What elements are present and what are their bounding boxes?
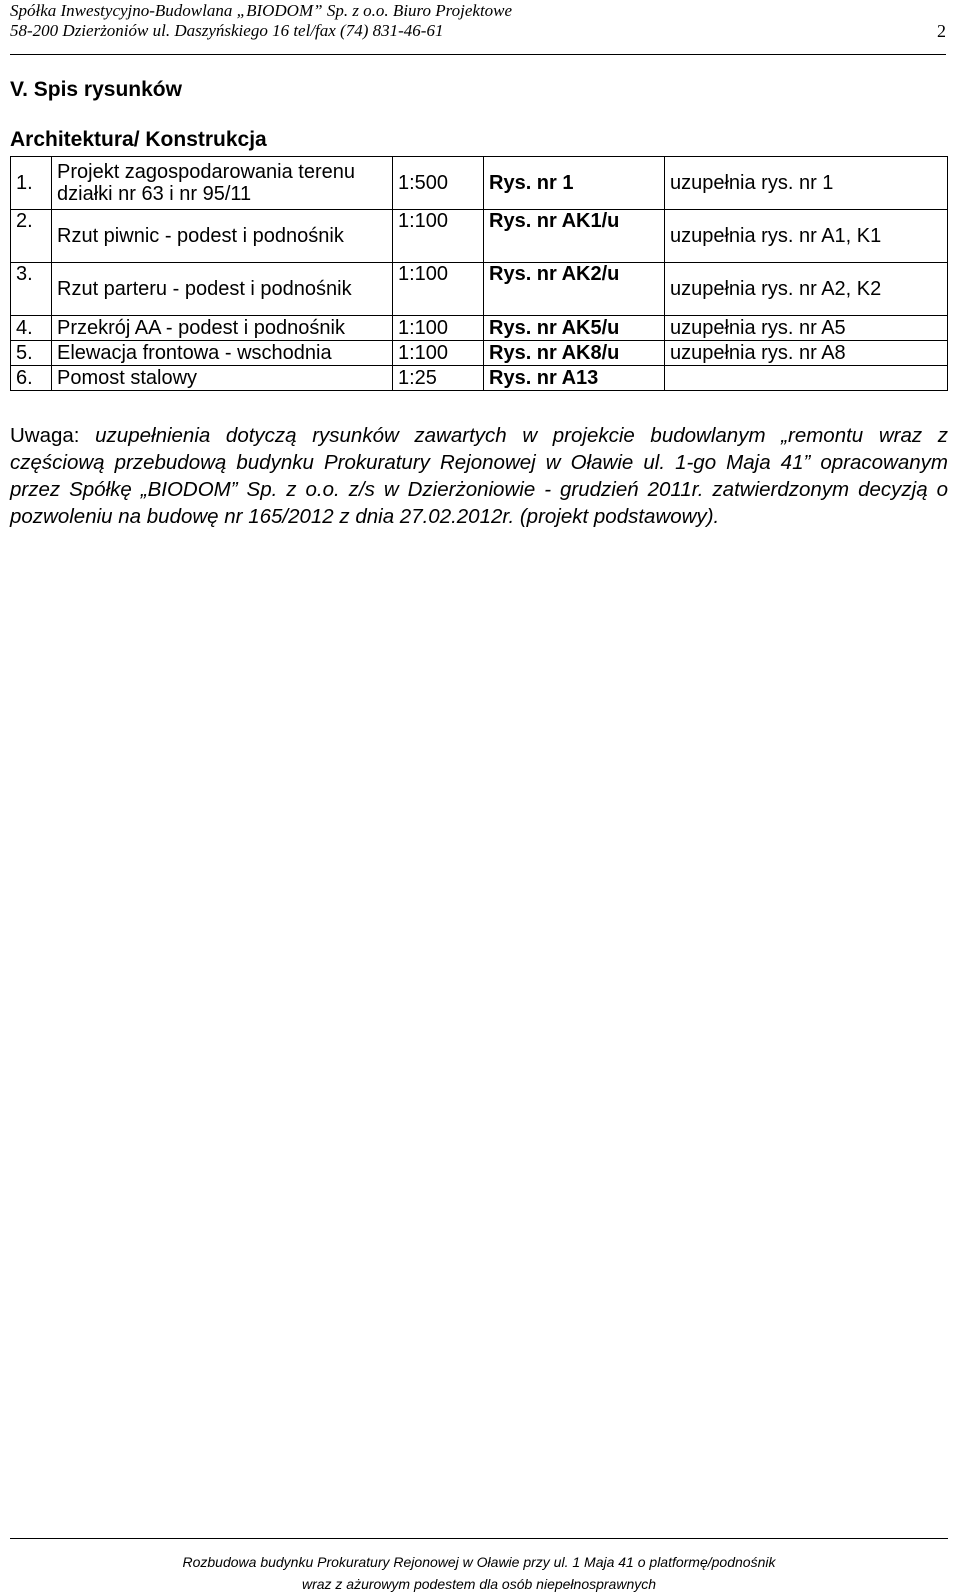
subsection-title: Architektura/ Konstrukcja — [10, 128, 267, 151]
drawing-reference: Rys. nr A13 — [484, 366, 665, 391]
header-address-line: 58-200 Dzierżoniów ul. Daszyńskiego 16 tel/fax (74) 831-46-61 — [10, 21, 444, 40]
table-row — [11, 263, 948, 316]
drawing-note: uzupełnia rys. nr A2, K2 — [665, 263, 948, 316]
drawing-description: Rzut piwnic - podest i podnośnik — [52, 210, 393, 263]
row-number: 6. — [11, 366, 52, 391]
drawing-scale: 1:100 — [393, 316, 484, 341]
page-footer — [10, 1538, 948, 1595]
drawing-description: Projekt zagospodarowania terenu działki nr 63 i nr 95/11 — [52, 157, 393, 210]
table-row — [11, 366, 948, 391]
drawing-scale: 1:100 — [393, 341, 484, 366]
row-number: 1. — [11, 157, 52, 210]
section-title: V. Spis rysunków — [10, 78, 182, 101]
drawing-reference: Rys. nr AK2/u — [484, 263, 665, 316]
page-number: 2 — [937, 21, 946, 41]
note-text: uzupełnienia dotyczą rysunków zawartych w projekcie budowlanym „remontu wraz z częściową przebudową budynku Prokuratury Rejonowej w Oławie ul. 1-go Maja 41” opracowanym przez Spółkę „BIODOM” Sp. z o.o. z/s w Dzierżoniowie - grudzień 2011r. zatwierdzonym decyzją o pozwoleniu na budowę nr 165/2012 z dnia 27.02.2012r. (projekt podstawowy). — [10, 424, 948, 528]
row-number: 4. — [11, 316, 52, 341]
header-company-line: Spółka Inwestycyjno-Budowlana „BIODOM” Sp. z o.o. Biuro Projektowe — [10, 1, 513, 20]
drawing-scale: 1:500 — [393, 157, 484, 210]
drawing-scale: 1:25 — [393, 366, 484, 391]
drawing-scale: 1:100 — [393, 263, 484, 316]
note-label: Uwaga: — [10, 424, 80, 447]
table-row — [11, 210, 948, 263]
drawing-reference: Rys. nr AK8/u — [484, 341, 665, 366]
row-number: 2. — [11, 210, 52, 263]
drawings-table — [10, 156, 948, 391]
drawing-scale: 1:100 — [393, 210, 484, 263]
drawing-description: Elewacja frontowa - wschodnia — [52, 341, 393, 366]
table-row — [11, 157, 948, 210]
note-paragraph — [10, 422, 948, 530]
drawing-note — [665, 366, 948, 391]
drawing-reference: Rys. nr AK5/u — [484, 316, 665, 341]
drawing-note: uzupełnia rys. nr A8 — [665, 341, 948, 366]
footer-line-1: Rozbudowa budynku Prokuratury Rejonowej w Oławie przy ul. 1 Maja 41 o platformę/podnośnik — [182, 1554, 776, 1570]
drawing-note: uzupełnia rys. nr A1, K1 — [665, 210, 948, 263]
drawing-reference: Rys. nr AK1/u — [484, 210, 665, 263]
page-header — [10, 0, 946, 55]
footer-line-2: wraz z ażurowym podestem dla osób niepełnosprawnych — [301, 1576, 657, 1592]
drawing-description: Pomost stalowy — [52, 366, 393, 391]
table-row — [11, 316, 948, 341]
row-number: 5. — [11, 341, 52, 366]
table-row — [11, 341, 948, 366]
drawing-reference: Rys. nr 1 — [484, 157, 665, 210]
drawing-note: uzupełnia rys. nr 1 — [665, 157, 948, 210]
drawing-description: Rzut parteru - podest i podnośnik — [52, 263, 393, 316]
row-number: 3. — [11, 263, 52, 316]
drawing-description: Przekrój AA - podest i podnośnik — [52, 316, 393, 341]
drawing-note: uzupełnia rys. nr A5 — [665, 316, 948, 341]
